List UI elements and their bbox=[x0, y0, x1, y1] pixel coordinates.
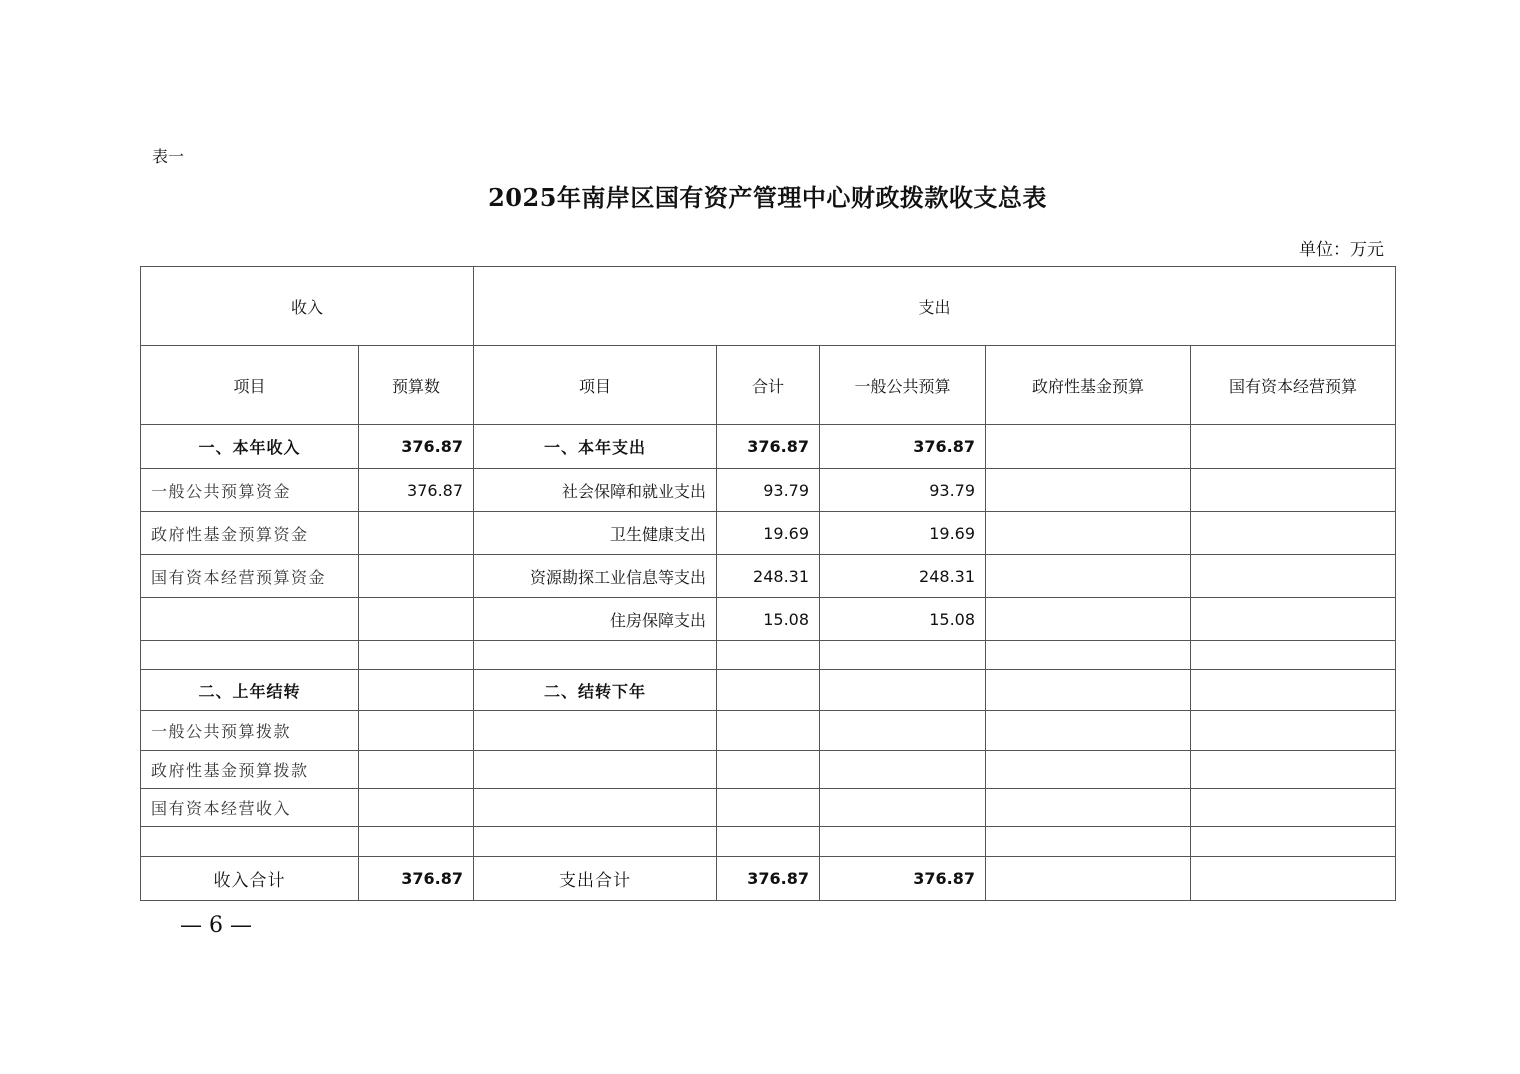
income-item: 二、上年结转 bbox=[141, 670, 359, 711]
state-capital-value bbox=[1191, 857, 1396, 901]
expense-item: 二、结转下年 bbox=[474, 670, 717, 711]
total-value bbox=[717, 751, 820, 789]
state-capital-value bbox=[1191, 827, 1396, 857]
header-income: 收入 bbox=[141, 267, 474, 346]
gov-fund-value bbox=[986, 469, 1191, 512]
expense-item bbox=[474, 827, 717, 857]
expense-item bbox=[474, 641, 717, 670]
state-capital-value bbox=[1191, 555, 1396, 598]
header-income-budget: 预算数 bbox=[359, 346, 474, 425]
table-row bbox=[141, 789, 1396, 827]
general-value bbox=[820, 789, 986, 827]
gov-fund-value bbox=[986, 555, 1191, 598]
income-value bbox=[359, 789, 474, 827]
general-value: 376.87 bbox=[820, 425, 986, 469]
total-value: 376.87 bbox=[717, 425, 820, 469]
income-item: 一般公共预算资金 bbox=[141, 469, 359, 512]
header-total: 合计 bbox=[717, 346, 820, 425]
table-row bbox=[141, 670, 1396, 711]
expense-total-label: 支出合计 bbox=[474, 857, 717, 901]
gov-fund-value bbox=[986, 598, 1191, 641]
table-row bbox=[141, 751, 1396, 789]
income-value: 376.87 bbox=[359, 469, 474, 512]
income-item: 国有资本经营预算资金 bbox=[141, 555, 359, 598]
general-value: 248.31 bbox=[820, 555, 986, 598]
header-expense: 支出 bbox=[474, 267, 1396, 346]
total-value bbox=[717, 641, 820, 670]
income-value bbox=[359, 670, 474, 711]
income-item: 一、本年收入 bbox=[141, 425, 359, 469]
expense-item: 资源勘探工业信息等支出 bbox=[474, 555, 717, 598]
header-state-capital-budget: 国有资本经营预算 bbox=[1191, 346, 1396, 425]
total-value bbox=[717, 789, 820, 827]
general-value bbox=[820, 827, 986, 857]
total-value: 93.79 bbox=[717, 469, 820, 512]
gov-fund-value bbox=[986, 711, 1191, 751]
state-capital-value bbox=[1191, 711, 1396, 751]
general-value bbox=[820, 670, 986, 711]
header-income-item: 项目 bbox=[141, 346, 359, 425]
income-item: 一般公共预算拨款 bbox=[141, 711, 359, 751]
table-row bbox=[141, 827, 1396, 857]
table-row bbox=[141, 555, 1396, 598]
expense-item: 社会保障和就业支出 bbox=[474, 469, 717, 512]
expense-item: 一、本年支出 bbox=[474, 425, 717, 469]
table-row bbox=[141, 598, 1396, 641]
general-value: 376.87 bbox=[820, 857, 986, 901]
income-total-value: 376.87 bbox=[359, 857, 474, 901]
unit-label: 单位：万元 bbox=[1299, 240, 1384, 260]
state-capital-value bbox=[1191, 670, 1396, 711]
income-item: 政府性基金预算资金 bbox=[141, 512, 359, 555]
page-title: 2025年南岸区国有资产管理中心财政拨款收支总表 bbox=[488, 183, 1047, 212]
income-item: 国有资本经营收入 bbox=[141, 789, 359, 827]
income-value bbox=[359, 512, 474, 555]
expense-item: 卫生健康支出 bbox=[474, 512, 717, 555]
income-value bbox=[359, 827, 474, 857]
general-value bbox=[820, 711, 986, 751]
total-value bbox=[717, 827, 820, 857]
general-value: 93.79 bbox=[820, 469, 986, 512]
total-value: 19.69 bbox=[717, 512, 820, 555]
header-gov-fund-budget: 政府性基金预算 bbox=[986, 346, 1191, 425]
total-value: 376.87 bbox=[717, 857, 820, 901]
income-item bbox=[141, 827, 359, 857]
gov-fund-value bbox=[986, 857, 1191, 901]
income-value bbox=[359, 711, 474, 751]
expense-item bbox=[474, 789, 717, 827]
expense-item bbox=[474, 711, 717, 751]
gov-fund-value bbox=[986, 789, 1191, 827]
table-row bbox=[141, 469, 1396, 512]
total-value: 248.31 bbox=[717, 555, 820, 598]
general-value bbox=[820, 751, 986, 789]
expense-item bbox=[474, 751, 717, 789]
table-row bbox=[141, 711, 1396, 751]
state-capital-value bbox=[1191, 641, 1396, 670]
income-value bbox=[359, 641, 474, 670]
table-row bbox=[141, 641, 1396, 670]
table-label: 表一 bbox=[152, 147, 185, 166]
general-value: 15.08 bbox=[820, 598, 986, 641]
page-number: — 6 — bbox=[180, 913, 252, 938]
gov-fund-value bbox=[986, 670, 1191, 711]
table-row bbox=[141, 512, 1396, 555]
header-general-budget: 一般公共预算 bbox=[820, 346, 986, 425]
table-row-total bbox=[141, 857, 1396, 901]
income-value: 376.87 bbox=[359, 425, 474, 469]
expense-item: 住房保障支出 bbox=[474, 598, 717, 641]
state-capital-value bbox=[1191, 598, 1396, 641]
header-expense-item: 项目 bbox=[474, 346, 717, 425]
general-value: 19.69 bbox=[820, 512, 986, 555]
budget-table bbox=[140, 266, 1396, 901]
gov-fund-value bbox=[986, 751, 1191, 789]
gov-fund-value bbox=[986, 827, 1191, 857]
income-value bbox=[359, 751, 474, 789]
income-total-label: 收入合计 bbox=[141, 857, 359, 901]
table-row bbox=[141, 425, 1396, 469]
total-value bbox=[717, 670, 820, 711]
income-item bbox=[141, 641, 359, 670]
state-capital-value bbox=[1191, 512, 1396, 555]
income-value bbox=[359, 555, 474, 598]
total-value bbox=[717, 711, 820, 751]
income-value bbox=[359, 598, 474, 641]
income-item: 政府性基金预算拨款 bbox=[141, 751, 359, 789]
gov-fund-value bbox=[986, 512, 1191, 555]
gov-fund-value bbox=[986, 641, 1191, 670]
general-value bbox=[820, 641, 986, 670]
state-capital-value bbox=[1191, 789, 1396, 827]
total-value: 15.08 bbox=[717, 598, 820, 641]
income-item bbox=[141, 598, 359, 641]
gov-fund-value bbox=[986, 425, 1191, 469]
state-capital-value bbox=[1191, 751, 1396, 789]
state-capital-value bbox=[1191, 469, 1396, 512]
state-capital-value bbox=[1191, 425, 1396, 469]
